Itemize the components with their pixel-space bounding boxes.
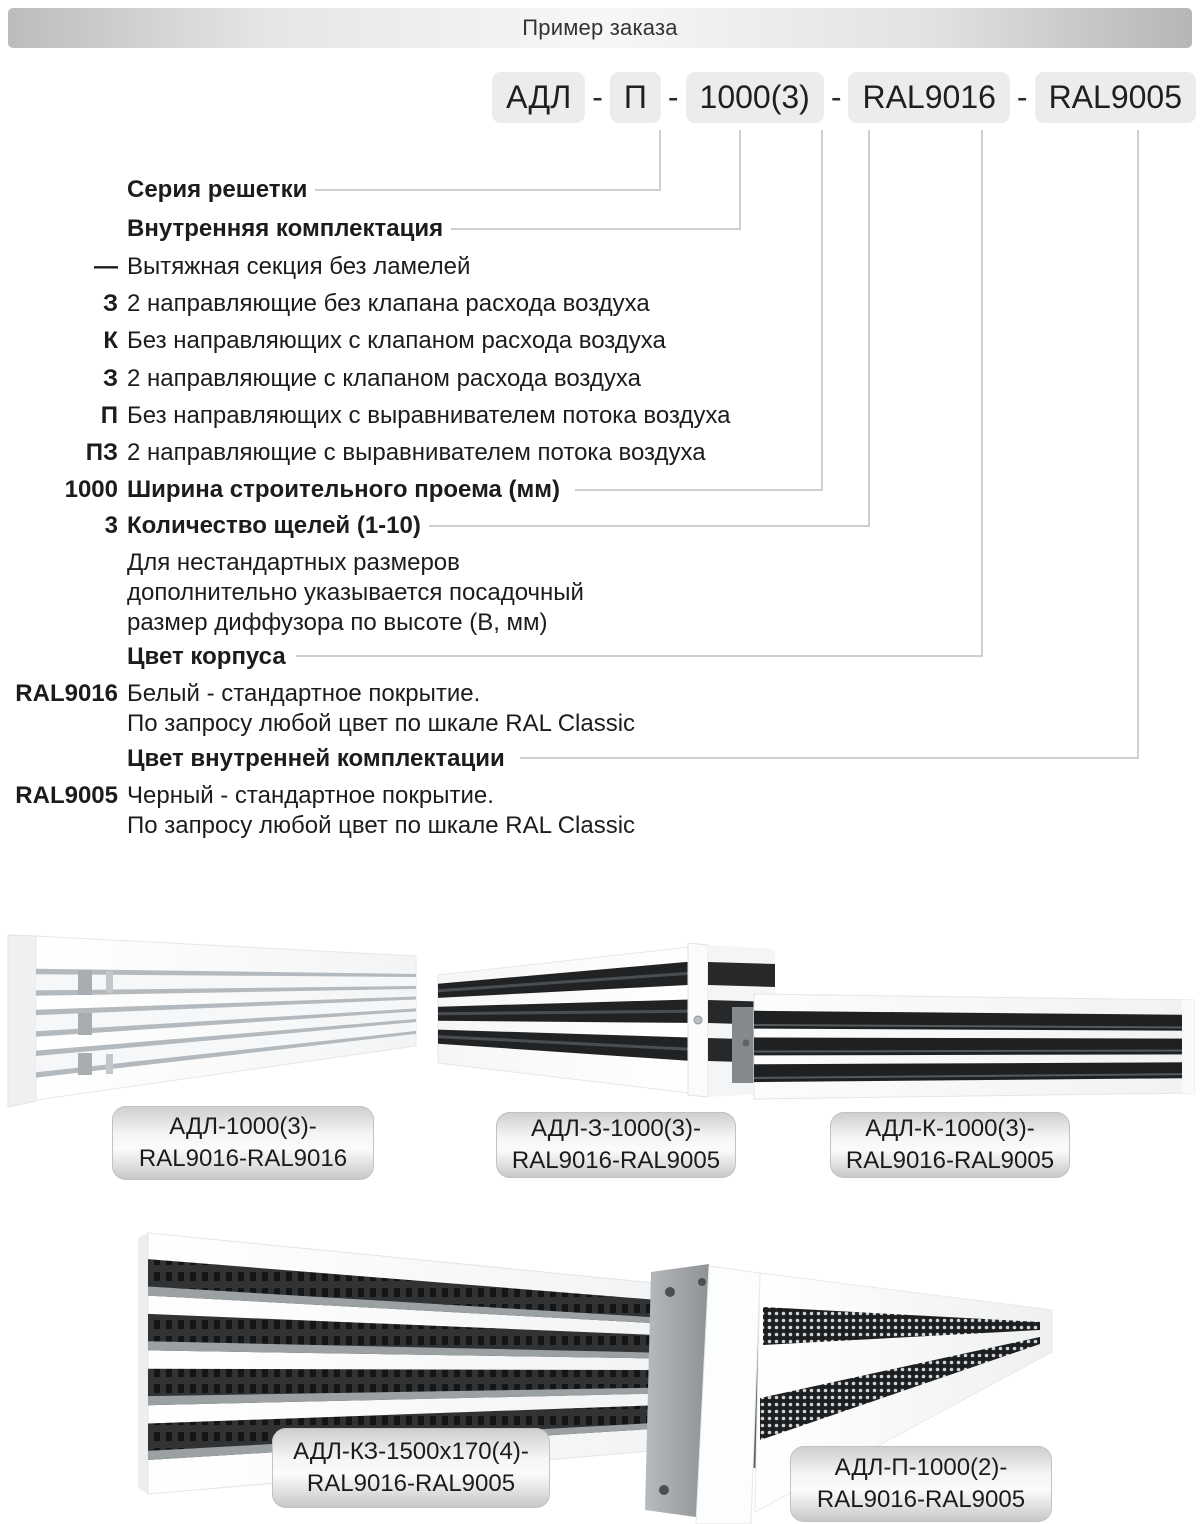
body-color-section-label: Цвет корпуса <box>127 642 294 672</box>
code-part-series: АДЛ <box>492 72 585 123</box>
note-line: Для нестандартных размеров <box>127 549 460 576</box>
page-title: Пример заказа <box>522 15 678 40</box>
option-code: — <box>94 253 118 280</box>
series-section-label: Серия решетки <box>127 175 315 205</box>
option-text: 2 направляющие без клапана расхода воздуха <box>127 290 650 317</box>
code-separator: - <box>667 79 679 116</box>
code-separator: - <box>1016 79 1028 116</box>
inner-kit-section-label: Внутренняя комплектация <box>127 214 451 244</box>
connector-width <box>575 130 822 490</box>
option-code: ПЗ <box>85 439 118 466</box>
connector-body-color <box>296 130 982 656</box>
width-text: Ширина строительного проема (мм) <box>127 475 568 505</box>
product-label <box>496 1112 736 1178</box>
product-label <box>790 1446 1052 1522</box>
product-code-line: АДЛ-К-1000(3)- <box>865 1115 1035 1142</box>
body-color-code: RAL9016 <box>15 680 118 707</box>
body-color-line: Белый - стандартное покрытие. <box>127 680 481 707</box>
width-row <box>8 475 568 505</box>
product-code-line: RAL9016-RAL9005 <box>816 1486 1026 1513</box>
product-code-line: АДЛ-З-1000(3)- <box>530 1115 701 1142</box>
grille-image-valve-black <box>720 985 1200 1115</box>
connector-series <box>300 130 660 190</box>
connector-inner-color <box>520 130 1138 758</box>
option-code: З <box>102 365 118 392</box>
note-line: дополнительно указывается посадочный <box>127 579 584 606</box>
inner-color-line: По запросу любой цвет по шкале RAL Classic <box>127 812 636 839</box>
code-part-inner-kit: П <box>610 72 661 123</box>
code-part-inner-color: RAL9005 <box>1035 72 1196 123</box>
connector-inner-kit <box>438 130 740 229</box>
slots-row <box>8 511 429 541</box>
product-label <box>272 1428 550 1508</box>
product-code-line: RAL9016-RAL9016 <box>138 1145 348 1172</box>
product-code-line: АДЛ-КЗ-1500х170(4)- <box>293 1438 529 1465</box>
inner-color-section-label: Цвет внутренней комплектации <box>127 744 513 774</box>
note-line: размер диффузора по высоте (В, мм) <box>127 609 548 636</box>
code-part-size: 1000(3) <box>686 72 824 123</box>
product-label <box>112 1106 374 1180</box>
option-text: 2 направляющие с клапаном расхода воздуха <box>127 365 641 392</box>
product-code-line: АДЛ-П-1000(2)- <box>834 1454 1008 1481</box>
option-text: 2 направляющие с выравнивателем потока воздуха <box>127 439 706 466</box>
option-text: Вытяжная секция без ламелей <box>127 253 471 280</box>
product-code-line: RAL9016-RAL9005 <box>306 1470 516 1497</box>
option-text: Без направляющих с выравнивателем потока воздуха <box>127 402 731 429</box>
product-label <box>830 1112 1070 1178</box>
width-code: 1000 <box>64 476 118 503</box>
code-separator: - <box>592 79 603 116</box>
option-code: П <box>100 402 118 429</box>
product-code-line: АДЛ-1000(3)- <box>169 1113 317 1140</box>
grille-image-white-white <box>0 925 460 1120</box>
option-code: К <box>103 327 118 354</box>
code-separator: - <box>830 79 842 116</box>
code-part-body-color: RAL9016 <box>848 72 1009 123</box>
option-text: Без направляющих с клапаном расхода воздуха <box>127 327 666 354</box>
product-code-line: RAL9016-RAL9005 <box>511 1147 721 1174</box>
product-code-line: RAL9016-RAL9005 <box>845 1147 1055 1174</box>
slots-code: 3 <box>104 512 118 539</box>
inner-color-line: Черный - стандартное покрытие. <box>127 782 494 809</box>
body-color-line: По запросу любой цвет по шкале RAL Classic <box>127 710 636 737</box>
inner-color-code: RAL9005 <box>15 782 118 809</box>
slots-text: Количество щелей (1-10) <box>127 511 429 541</box>
option-code: З <box>102 290 118 317</box>
